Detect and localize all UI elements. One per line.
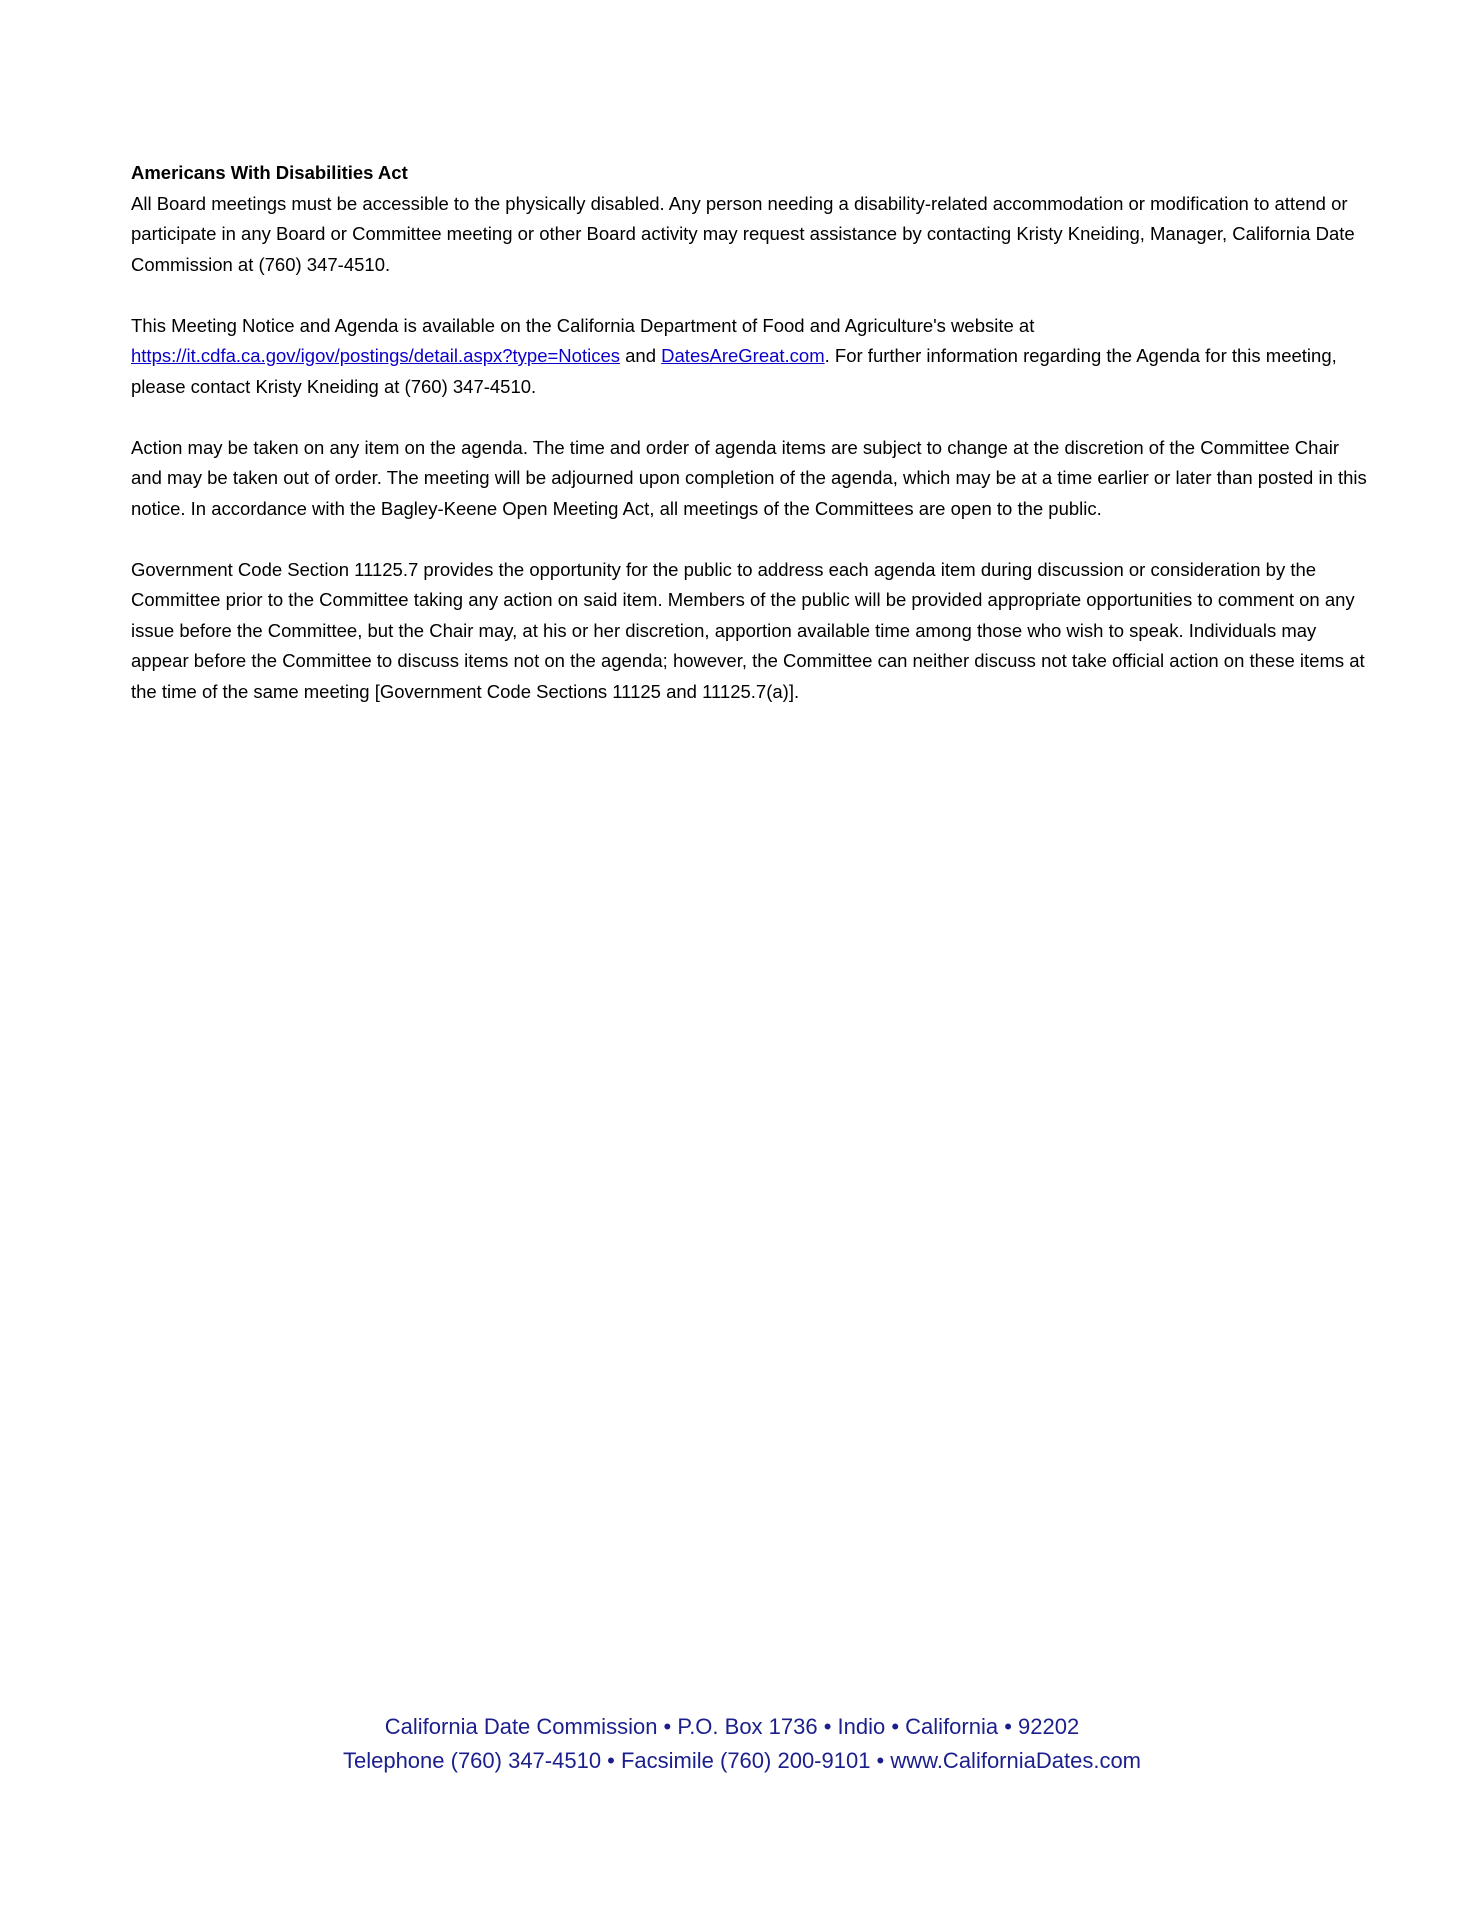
- datesaregreat-link[interactable]: DatesAreGreat.com: [661, 345, 825, 366]
- document-body: [131, 158, 1371, 738]
- cdfa-postings-link[interactable]: https://it.cdfa.ca.gov/igov/postings/detail.aspx?type=Notices: [131, 345, 620, 366]
- availability-paragraph: [131, 311, 1371, 403]
- availability-text-after: . For further information regarding the Agenda for this meeting, please contact Kristy Kneiding at (760) 347-4510.: [131, 345, 1337, 397]
- availability-text-before: This Meeting Notice and Agenda is available on the California Department of Food and Agriculture's website at: [131, 314, 1035, 336]
- action-paragraph: Action may be taken on any item on the agenda. The time and order of agenda items are subject to change at the discretion of the Committee Chair and may be taken out of order. The meeting will be adjourned upon completion of the agenda, which may be at a time earlier or later than posted in this notice. In accordance with the Bagley-Keene Open Meeting Act, all meetings of the Committees are open to the public.: [131, 436, 1367, 519]
- ada-heading: Americans With Disabilities Act: [131, 162, 408, 183]
- ada-paragraph: All Board meetings must be accessible to the physically disabled. Any person needing a disability-related accommodation or modification to attend or participate in any Board or Committee meeting or other Board activity may request assistance by contacting Kristy Kneiding, Manager, California Date Commission at (760) 347-4510.: [131, 192, 1355, 275]
- government-code-paragraph: Government Code Section 11125.7 provides the opportunity for the public to address each agenda item during discussion or consideration by the Committee prior to the Committee taking any action on said item. Members of the public will be provided appropriate opportunities to comment on any issue before the Committee, but the Chair may, at his or her discretion, apportion available time among those who wish to speak. Individuals may appear before the Committee to discuss items not on the agenda; however, the Committee can neither discuss not take official action on these items at the time of the same meeting [Government Code Sections 11125 and 11125.7(a)].: [131, 558, 1365, 702]
- availability-joiner: and: [625, 345, 657, 366]
- footer-address-line: California Date Commission • P.O. Box 1736 • Indio • California • 92202: [384, 1714, 1080, 1739]
- footer-contact-line: Telephone (760) 347-4510 • Facsimile (760) 200-9101 • www.CaliforniaDates.com: [342, 1748, 1142, 1773]
- letterhead-footer: [0, 1710, 1484, 1778]
